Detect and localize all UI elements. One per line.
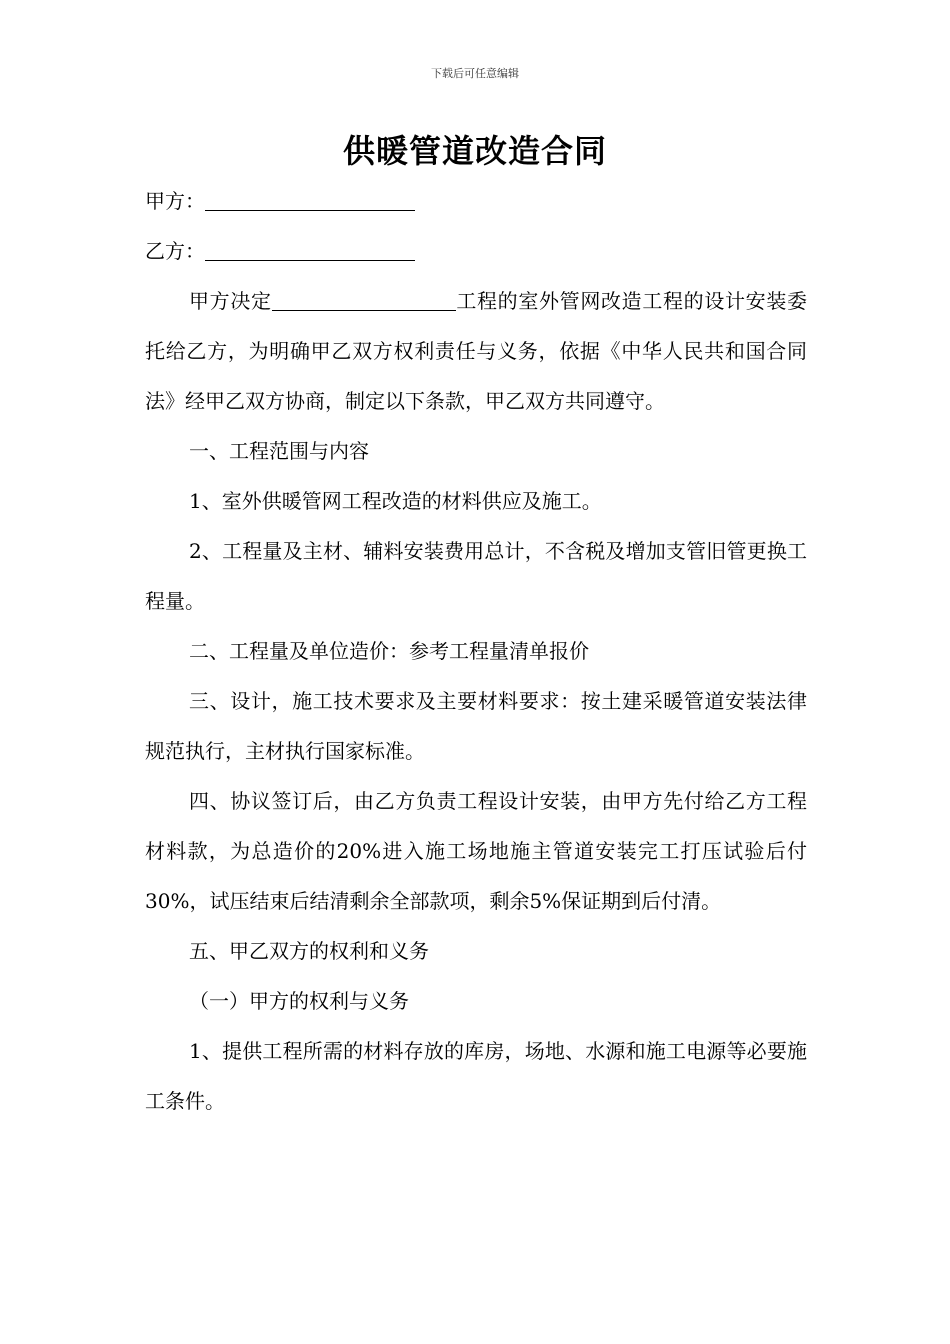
section1-title: 一、工程范围与内容	[189, 439, 369, 463]
intro-prefix: 甲方决定	[189, 289, 272, 313]
intro-paragraph	[145, 276, 807, 426]
party-a-label: 甲方：	[145, 189, 205, 213]
subsection1-item1: 1、提供工程所需的材料存放的库房，场地、水源和施工电源等必要施工条件。	[145, 1039, 807, 1113]
party-b-label: 乙方：	[145, 239, 205, 263]
party-a-blank	[205, 209, 415, 211]
section1-item2: 2、工程量及主材、辅料安装费用总计，不含税及增加支管旧管更换工程量。	[145, 539, 807, 613]
section3: 三、设计，施工技术要求及主要材料要求：按土建采暖管道安装法律规范执行，主材执行国家标准。	[145, 689, 807, 763]
section4: 四、协议签订后，由乙方负责工程设计安装，由甲方先付给乙方工程材料款，为总造价的20%进入施工场地施主管道安装完工打压试验后付30%，试压结束后结清剩余全部款项，剩余5%保证期到后付清。	[145, 789, 807, 913]
party-b-blank	[205, 259, 415, 261]
section2: 二、工程量及单位造价：参考工程量清单报价	[189, 639, 589, 663]
contract-body	[145, 176, 807, 1126]
party-b-line	[145, 226, 807, 276]
section5-title: 五、甲乙双方的权利和义务	[189, 939, 429, 963]
party-a-line	[145, 176, 807, 226]
intro-rest: 工程的室外管网改造工程的设计安装委托给乙方，为明确甲乙双方权利责任与义务，依据《中华人民共和国合同法》经甲乙双方协商，制定以下条款，甲乙双方共同遵守。	[145, 289, 808, 413]
project-name-blank	[272, 309, 456, 311]
document-title: 供暖管道改造合同	[342, 132, 607, 170]
header-note: 下载后可任意编辑	[431, 67, 519, 80]
section1-item1: 1、室外供暖管网工程改造的材料供应及施工。	[189, 489, 602, 513]
subsection1-title: （一）甲方的权利与义务	[189, 989, 409, 1013]
